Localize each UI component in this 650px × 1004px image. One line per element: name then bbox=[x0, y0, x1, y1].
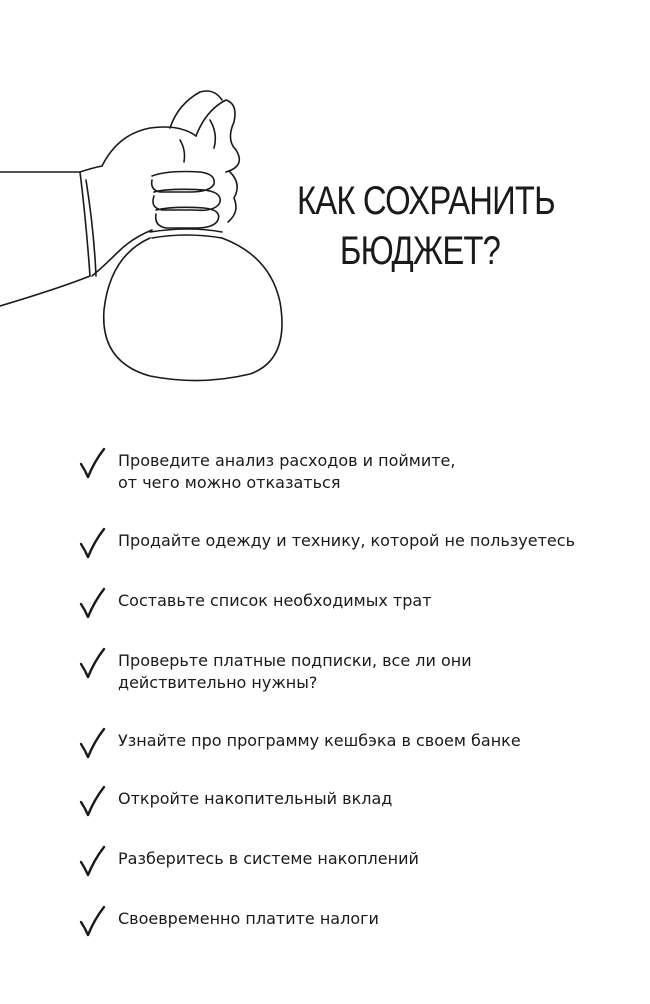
checkmark-icon bbox=[78, 726, 106, 760]
list-item-text: Проверьте платные подписки, все ли они действительно нужны? bbox=[118, 651, 472, 692]
checkmark-icon bbox=[78, 844, 106, 878]
page-title-line-2: БЮДЖЕТ? bbox=[339, 229, 501, 273]
checkmark-icon bbox=[78, 646, 106, 680]
page-title bbox=[297, 176, 555, 276]
list-item-text: Узнайте про программу кешбэка в своем банке bbox=[118, 731, 521, 750]
list-item-text: Откройте накопительный вклад bbox=[118, 789, 393, 808]
list-item bbox=[78, 650, 638, 716]
list-item-text: Продайте одежду и технику, которой не пользуетесь bbox=[118, 531, 575, 550]
list-item-text: Своевременно платите налоги bbox=[118, 909, 379, 928]
list-item bbox=[78, 530, 638, 576]
checkmark-icon bbox=[78, 784, 106, 818]
checkmark-icon bbox=[78, 586, 106, 620]
list-item-text: Разберитесь в системе накоплений bbox=[118, 849, 419, 868]
list-item bbox=[78, 590, 638, 636]
checkmark-icon bbox=[78, 446, 106, 480]
list-item bbox=[78, 848, 638, 894]
tips-list bbox=[78, 436, 638, 954]
checkmark-icon bbox=[78, 904, 106, 938]
list-item bbox=[78, 450, 638, 516]
list-item-text: Проведите анализ расходов и поймите, от чего можно отказаться bbox=[118, 451, 456, 492]
hand-holding-money-bag-icon bbox=[0, 80, 290, 390]
list-item bbox=[78, 730, 638, 774]
list-item bbox=[78, 788, 638, 834]
checkmark-icon bbox=[78, 526, 106, 560]
list-item bbox=[78, 908, 638, 954]
page-title-line-1: КАК СОХРАНИТЬ bbox=[297, 179, 555, 223]
list-item-text: Составьте список необходимых трат bbox=[118, 591, 432, 610]
